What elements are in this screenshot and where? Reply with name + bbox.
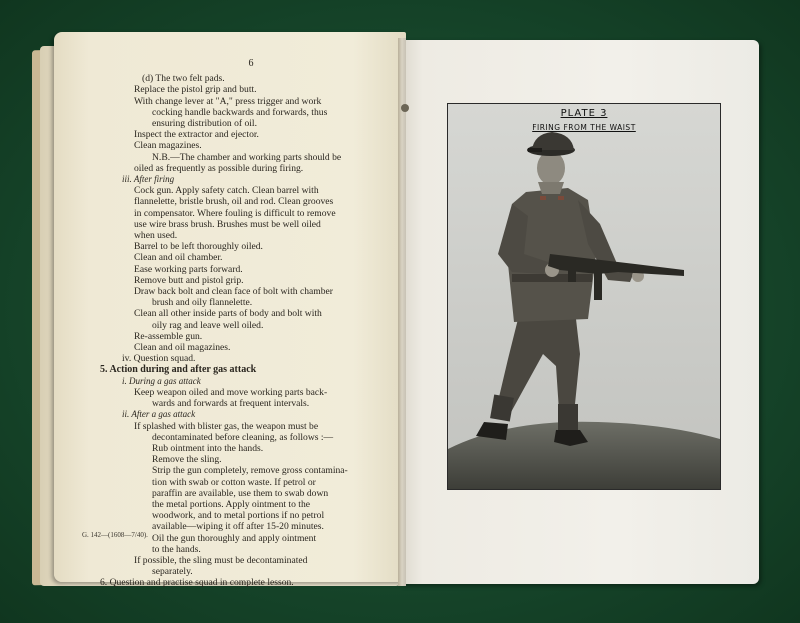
text-line: (d) The two felt pads. — [142, 73, 225, 85]
text-line: Inspect the extractor and ejector. — [134, 129, 259, 141]
text-line: oiled as frequently as possible during firing. — [134, 162, 304, 174]
text-line: i. During a gas attack — [122, 375, 201, 386]
text-line: If splashed with blister gas, the weapon must be — [134, 420, 319, 432]
text-line: iii. After firing — [122, 174, 175, 185]
text-line: flannelette, bristle brush, oil and rod. Clean grooves — [134, 196, 334, 208]
text-line: woodwork, and to metal portions if no petrol — [152, 510, 325, 522]
left-page-text — [82, 58, 370, 589]
text-line: Strip the gun completely, remove gross contamina- — [152, 465, 348, 477]
text-line: 5. Action during and after gas attack — [100, 364, 257, 376]
text-line: paraffin are available, use them to swab down — [152, 487, 329, 499]
page-number: 6 — [248, 58, 254, 69]
plate-subtitle: FIRING FROM THE WAIST — [532, 123, 636, 132]
book-gutter — [398, 38, 406, 586]
text-line: separately. — [152, 566, 193, 578]
text-line: use wire brass brush. Brushes must be well oiled — [134, 218, 321, 230]
text-line: Oil the gun thoroughly and apply ointment — [152, 532, 317, 544]
text-line: oily rag and leave well oiled. — [152, 319, 264, 331]
text-line: N.B.—The chamber and working parts should be — [152, 151, 342, 163]
text-line: Ease working parts forward. — [134, 263, 243, 275]
text-line: With change lever at "A," press trigger and work — [134, 95, 322, 107]
text-line: decontaminated before cleaning, as follows :— — [152, 431, 334, 443]
print-footer: G. 142—(1608—7/40). — [82, 531, 148, 539]
plate-illustration — [447, 103, 721, 490]
text-line: when used. — [134, 230, 178, 242]
text-line: Clean all other inside parts of body and bolt with — [134, 308, 322, 320]
text-line: Clean and oil chamber. — [134, 252, 223, 264]
text-line: iv. Question squad. — [122, 353, 196, 365]
text-line: tion with swab or cotton waste. If petrol or — [152, 476, 316, 488]
text-line: 6. Question and practise squad in complete lesson. — [100, 577, 294, 589]
text-line: to the hands. — [152, 543, 201, 555]
text-line: Clean magazines. — [134, 140, 202, 152]
text-line: Remove butt and pistol grip. — [134, 274, 244, 286]
text-line: ii. After a gas attack — [122, 409, 196, 420]
soldier-photo — [448, 104, 720, 489]
text-line: Cock gun. Apply safety catch. Clean barrel with — [134, 185, 319, 197]
text-line: Clean and oil magazines. — [134, 342, 231, 354]
text-line: wards and forwards at frequent intervals. — [152, 398, 310, 410]
text-line: Draw back bolt and clean face of bolt with chamber — [134, 286, 333, 298]
text-line: brush and oily flannelette. — [152, 297, 253, 309]
text-line: the metal portions. Apply ointment to the — [152, 498, 311, 510]
text-line: Replace the pistol grip and butt. — [134, 84, 257, 96]
text-line: Remove the sling. — [152, 454, 222, 466]
text-line: Rub ointment into the hands. — [152, 442, 264, 454]
staple-hole — [401, 104, 409, 112]
text-line: cocking handle backwards and forwards, thus — [152, 106, 328, 118]
text-line: Barrel to be left thoroughly oiled. — [134, 241, 263, 253]
text-line: Re-assemble gun. — [134, 330, 203, 342]
text-line: If possible, the sling must be decontaminated — [134, 554, 308, 566]
text-line: Keep weapon oiled and move working parts back- — [134, 386, 328, 398]
text-line: ensuring distribution of oil. — [152, 118, 257, 130]
text-line: in compensator. Where fouling is difficult to remove — [134, 207, 336, 219]
text-line: available—wiping it off after 15-20 minutes. — [152, 521, 324, 533]
plate-title: PLATE 3 — [560, 108, 608, 119]
